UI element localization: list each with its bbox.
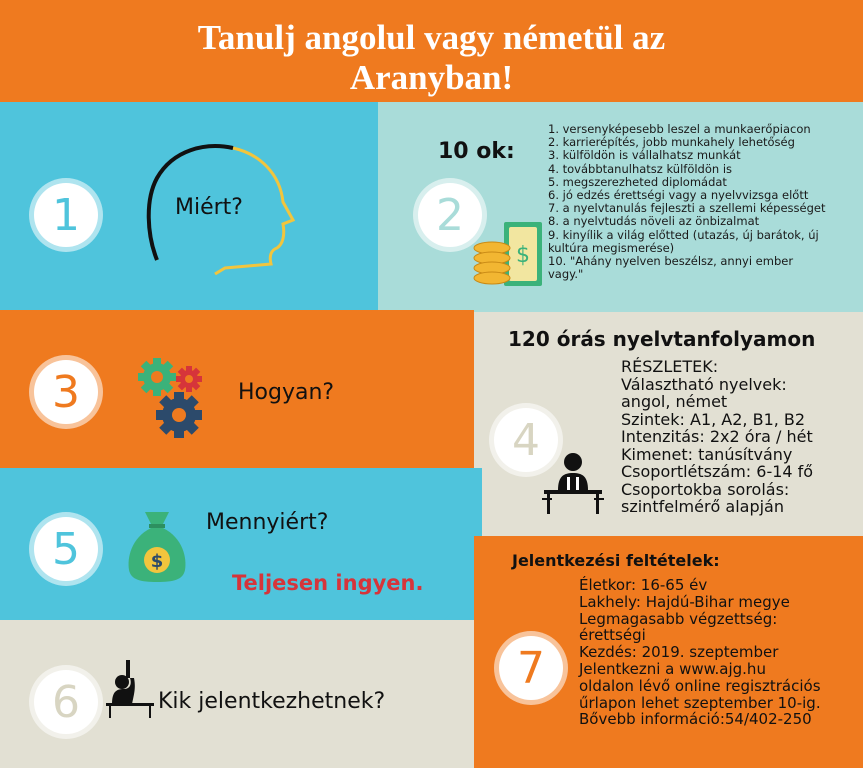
section3-question: Hogyan? bbox=[238, 380, 335, 405]
reason-item: 9. kinyílik a világ előtted (utazás, új barátok, új bbox=[548, 227, 819, 242]
detail-line: szintfelmérő alapján bbox=[621, 497, 784, 516]
number-badge-5 bbox=[34, 517, 98, 581]
page-title bbox=[0, 18, 863, 98]
svg-text:$: $ bbox=[516, 243, 530, 268]
reasons-list bbox=[548, 123, 838, 281]
condition-line: Életkor: 16-65 év bbox=[579, 576, 708, 594]
reason-item: kultúra megismerése) bbox=[548, 240, 675, 255]
condition-line: Kezdés: 2019. szeptember bbox=[579, 643, 779, 662]
condition-line: Bővebb információ:54/402-250 bbox=[579, 710, 812, 729]
detail-line: angol, német bbox=[621, 392, 728, 411]
reason-item: 5. megszerezheted diplomádat bbox=[548, 174, 727, 189]
number-badge-6 bbox=[34, 670, 98, 734]
detail-line: Választható nyelvek: bbox=[621, 374, 787, 394]
condition-line: oldalon lévő online regisztrációs bbox=[579, 676, 821, 695]
title-line-1: Tanulj angolul vagy németül az bbox=[197, 18, 666, 57]
number-6: 6 bbox=[52, 676, 80, 728]
course-details bbox=[621, 358, 813, 516]
reason-item: 2. karrierépítés, jobb munkahely lehetőség bbox=[548, 135, 795, 150]
number-badge-3 bbox=[34, 360, 98, 424]
detail-line: Kimenet: tanúsítvány bbox=[621, 444, 793, 464]
money-coins-icon bbox=[470, 218, 548, 290]
raised-hand-student-icon bbox=[106, 658, 156, 718]
section1-question: Miért? bbox=[175, 195, 243, 220]
reason-item: vagy." bbox=[548, 267, 584, 282]
section5-answer: Teljesen ingyen. bbox=[232, 571, 424, 595]
section4-heading: 120 órás nyelvtanfolyamon bbox=[508, 327, 816, 351]
section2-heading: 10 ok: bbox=[438, 139, 515, 164]
number-badge-1 bbox=[34, 183, 98, 247]
detail-line: Intenzitás: 2x2 óra / hét bbox=[621, 427, 813, 446]
number-4: 4 bbox=[512, 414, 540, 466]
condition-line: Jelentkezni a www.ajg.hu bbox=[579, 659, 766, 678]
reason-item: 8. a nyelvtudás növeli az önbizalmat bbox=[548, 214, 760, 229]
reason-item: 4. továbbtanulhatsz külföldön is bbox=[548, 161, 733, 176]
svg-text:$: $ bbox=[150, 551, 164, 572]
condition-line: Lakhely: Hajdú-Bihar megye bbox=[579, 592, 790, 611]
reason-item: 10. "Ahány nyelven beszélsz, annyi ember bbox=[548, 254, 794, 269]
detail-line: RÉSZLETEK: bbox=[621, 357, 719, 376]
condition-line: űrlapon lehet szeptember 10-ig. bbox=[579, 693, 821, 712]
money-bag-icon bbox=[125, 508, 189, 584]
number-5: 5 bbox=[52, 523, 80, 575]
detail-line: Csoportokba sorolás: bbox=[621, 479, 790, 499]
section5-band-right bbox=[474, 468, 482, 536]
section7-heading: Jelentkezési feltételek: bbox=[512, 551, 720, 570]
registration-conditions bbox=[579, 577, 821, 728]
reason-item: 6. jó edzés érettségi vagy a nyelvvizsga előtt bbox=[548, 188, 809, 203]
condition-line: Legmagasabb végzettség: bbox=[579, 609, 778, 628]
condition-line: érettségi bbox=[579, 626, 646, 645]
reason-item: 1. versenyképesebb leszel a munkaerőpiacon bbox=[548, 122, 811, 136]
section6-question: Kik jelentkezhetnek? bbox=[158, 689, 386, 714]
section5-question: Mennyiért? bbox=[206, 510, 329, 535]
reason-item: 3. külföldön is vállalhatsz munkát bbox=[548, 148, 741, 163]
number-2: 2 bbox=[436, 189, 464, 241]
number-badge-7 bbox=[499, 636, 563, 700]
detail-line: Csoportlétszám: 6-14 fő bbox=[621, 462, 814, 481]
title-line-2: Aranyban! bbox=[349, 58, 514, 97]
detail-line: Szintek: A1, A2, B1, B2 bbox=[621, 409, 806, 429]
reason-item: 7. a nyelvtanulás fejleszti a szellemi képességet bbox=[548, 201, 826, 216]
number-7: 7 bbox=[517, 642, 545, 694]
gears-icon bbox=[135, 355, 215, 440]
student-desk-icon bbox=[540, 452, 606, 516]
number-3: 3 bbox=[52, 366, 80, 418]
number-1: 1 bbox=[52, 189, 80, 241]
